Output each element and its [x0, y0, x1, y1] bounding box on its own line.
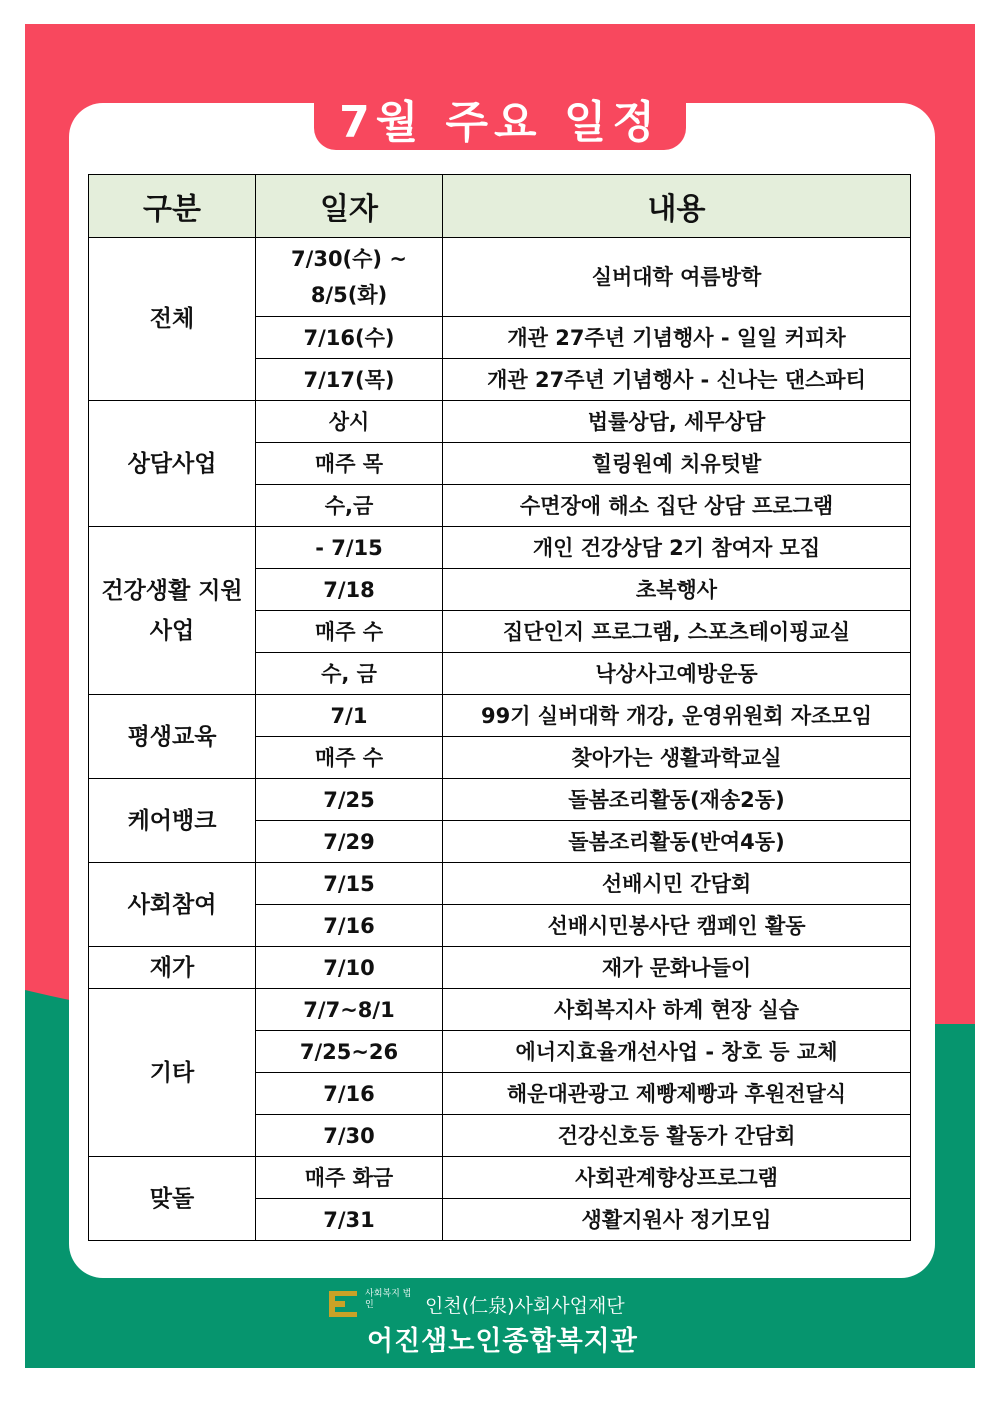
table-header-row [89, 175, 911, 238]
date-cell: 7/1 [256, 695, 443, 737]
content-cell: 선배시민 간담회 [443, 863, 911, 905]
date-cell: 매주 목 [256, 443, 443, 485]
welfare-center-name: 어진샘노인종합복지관 [367, 1326, 638, 1357]
date-cell: 매주 화금 [256, 1157, 443, 1199]
content-cell: 사회관계향상프로그램 [443, 1157, 911, 1199]
schedule-table [88, 174, 911, 1241]
date-cell: 7/29 [256, 821, 443, 863]
date-cell: 7/25 [256, 779, 443, 821]
category-cell: 전체 [89, 238, 256, 401]
content-cell: 에너지효율개선사업 - 창호 등 교체 [443, 1031, 911, 1073]
content-cell: 개관 27주년 기념행사 - 신나는 댄스파티 [443, 359, 911, 401]
content-cell: 개관 27주년 기념행사 - 일일 커피차 [443, 317, 911, 359]
date-cell: 7/16 [256, 1073, 443, 1115]
foundation-logo-icon [329, 1291, 357, 1317]
content-cell: 낙상사고예방운동 [443, 653, 911, 695]
date-cell: 7/31 [256, 1199, 443, 1241]
content-cell: 99기 실버대학 개강, 운영위원회 자조모임 [443, 695, 911, 737]
category-cell: 맞돌 [89, 1157, 256, 1241]
content-cell: 재가 문화나들이 [443, 947, 911, 989]
category-cell: 재가 [89, 947, 256, 989]
table-row [89, 989, 911, 1031]
content-cell: 초복행사 [443, 569, 911, 611]
header-date: 일자 [256, 175, 443, 238]
table-row [89, 527, 911, 569]
header-category: 구분 [89, 175, 256, 238]
date-cell: 7/18 [256, 569, 443, 611]
content-cell: 해운대관광고 제빵제빵과 후원전달식 [443, 1073, 911, 1115]
date-cell: 7/25~26 [256, 1031, 443, 1073]
content-cell: 사회복지사 하계 현장 실습 [443, 989, 911, 1031]
content-cell: 힐링원예 치유텃밭 [443, 443, 911, 485]
category-cell: 평생교육 [89, 695, 256, 779]
foundation-name: 인천(仁泉)사회사업재단 [425, 1295, 625, 1317]
content-cell: 실버대학 여름방학 [443, 238, 911, 317]
date-cell: 수, 금 [256, 653, 443, 695]
content-cell: 선배시민봉사단 캠페인 활동 [443, 905, 911, 947]
category-cell: 기타 [89, 989, 256, 1157]
content-cell: 건강신호등 활동가 간담회 [443, 1115, 911, 1157]
content-cell: 돌봄조리활동(재송2동) [443, 779, 911, 821]
date-cell: 7/16 [256, 905, 443, 947]
page-title: 7월 주요 일정 [339, 97, 661, 148]
content-cell: 수면장애 해소 집단 상담 프로그램 [443, 485, 911, 527]
content-cell: 집단인지 프로그램, 스포츠테이핑교실 [443, 611, 911, 653]
date-cell: 7/30 [256, 1115, 443, 1157]
footer-logo [329, 1289, 659, 1359]
category-cell: 케어뱅크 [89, 779, 256, 863]
table-row [89, 695, 911, 737]
table-row [89, 947, 911, 989]
content-cell: 법률상담, 세무상담 [443, 401, 911, 443]
category-cell: 사회참여 [89, 863, 256, 947]
category-cell: 건강생활 지원사업 [89, 527, 256, 695]
date-cell: 7/16(수) [256, 317, 443, 359]
date-cell: 수,금 [256, 485, 443, 527]
table-row [89, 401, 911, 443]
table-row [89, 1157, 911, 1199]
content-cell: 돌봄조리활동(반여4동) [443, 821, 911, 863]
date-cell: 7/30(수) ~ 8/5(화) [256, 238, 443, 317]
date-cell: 매주 수 [256, 737, 443, 779]
table-row [89, 863, 911, 905]
table-row [89, 238, 911, 317]
date-cell: 7/10 [256, 947, 443, 989]
content-cell: 생활지원사 정기모임 [443, 1199, 911, 1241]
date-cell: 7/17(목) [256, 359, 443, 401]
foundation-type-label: 사회복지 법인 [365, 1289, 412, 1310]
content-cell: 찾아가는 생활과학교실 [443, 737, 911, 779]
header-content: 내용 [443, 175, 911, 238]
date-cell: 7/15 [256, 863, 443, 905]
category-cell: 상담사업 [89, 401, 256, 527]
content-cell: 개인 건강상담 2기 참여자 모집 [443, 527, 911, 569]
title-tab [314, 86, 686, 150]
date-cell: - 7/15 [256, 527, 443, 569]
date-cell: 7/7~8/1 [256, 989, 443, 1031]
table-row [89, 779, 911, 821]
date-cell: 상시 [256, 401, 443, 443]
date-cell: 매주 수 [256, 611, 443, 653]
